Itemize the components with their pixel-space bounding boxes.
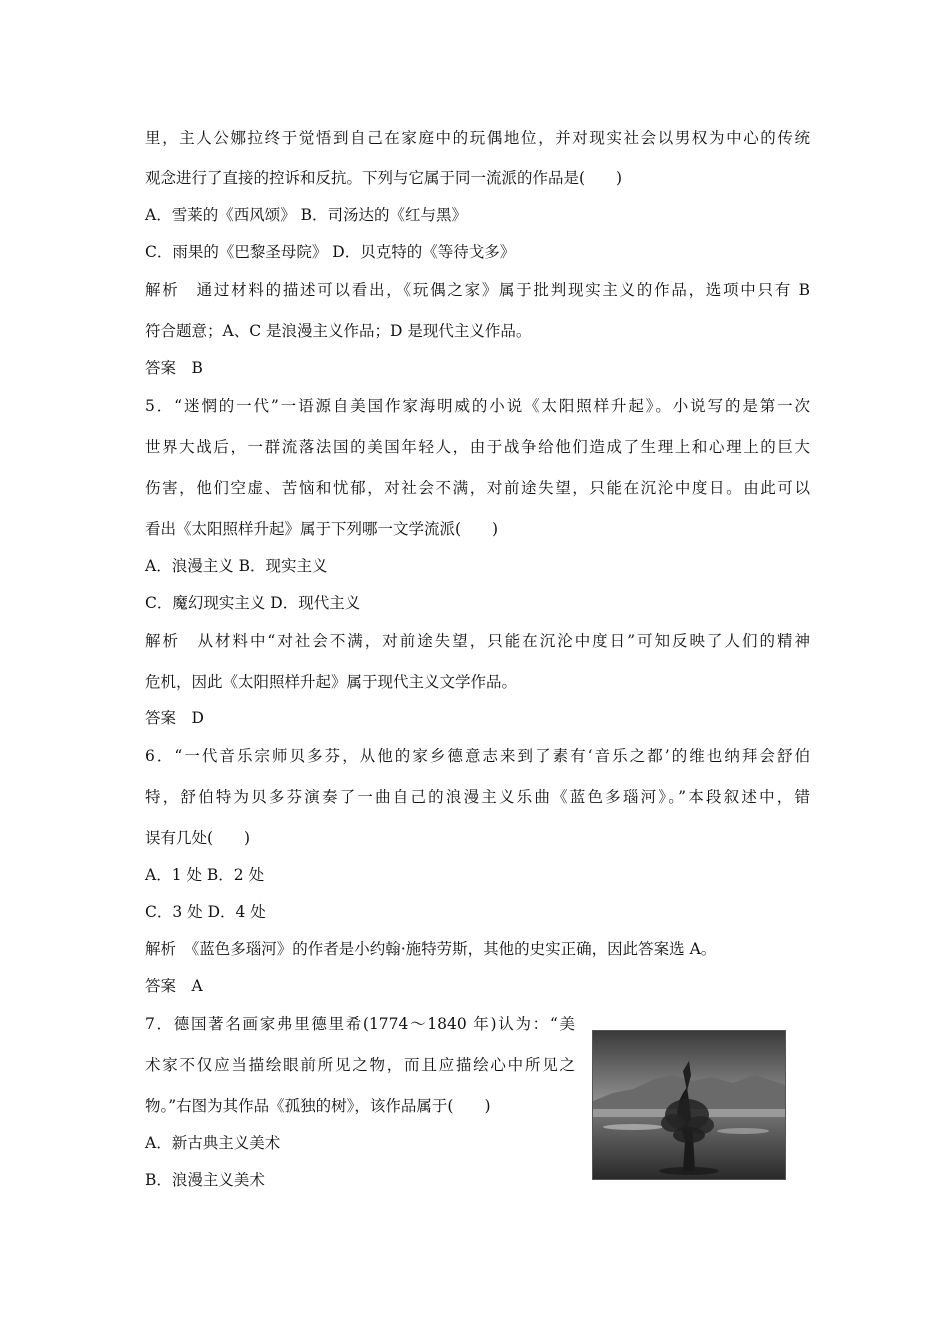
question-line: 伤害，他们空虚、苦恼和忧郁，对社会不满，对前途失望，只能在沉沦中度日。由此可以 xyxy=(145,479,810,497)
question-line: 世界大战后，一群流落法国的美国年轻人，由于战争给他们造成了生理上和心理上的巨大 xyxy=(145,438,810,456)
answer-line: 答案 D xyxy=(145,709,204,727)
analysis-line: 解析 从材料中“对社会不满，对前途失望，只能在沉沦中度日”可知反映了人们的精神 xyxy=(145,632,810,650)
text-line: 观念进行了直接的控诉和反抗。下列与它属于同一流派的作品是( ) xyxy=(145,169,623,187)
option-line: A．新古典主义美术 xyxy=(145,1134,281,1152)
answer-line: 答案 A xyxy=(145,977,203,995)
question-line: 术家不仅应当描绘眼前所见之物，而且应描绘心中所见之 xyxy=(145,1056,575,1074)
question-line: 特，舒伯特为贝多芬演奏了一曲自己的浪漫主义乐曲《蓝色多瑙河》。”本段叙述中，错 xyxy=(145,788,810,806)
option-line: C．3 处 D．4 处 xyxy=(145,903,266,921)
option-line: C．魔幻现实主义 D．现代主义 xyxy=(145,594,361,612)
text-line: 里，主人公娜拉终于觉悟到自己在家庭中的玩偶地位，并对现实社会以男权为中心的传统 xyxy=(145,129,810,147)
answer-line: 答案 B xyxy=(145,359,203,377)
analysis-line: 危机，因此《太阳照样升起》属于现代主义文学作品。 xyxy=(145,673,518,691)
analysis-line: 解析 通过材料的描述可以看出，《玩偶之家》属于批判现实主义的作品，选项中只有 B xyxy=(145,281,810,299)
option-line: A．1 处 B．2 处 xyxy=(145,866,265,884)
question-line: 7．德国著名画家弗里德里希(1774～1840 年)认为：“美 xyxy=(145,1015,575,1033)
analysis-line: 符合题意；A、C 是浪漫主义作品；D 是现代主义作品。 xyxy=(145,322,532,340)
option-line: B．浪漫主义美术 xyxy=(145,1171,265,1189)
question-line: 误有几处( ) xyxy=(145,829,251,847)
option-line: A．浪漫主义 B．现实主义 xyxy=(145,557,328,575)
option-line: C．雨果的《巴黎圣母院》 D．贝克特的《等待戈多》 xyxy=(145,243,516,261)
question-line: 看出《太阳照样升起》属于下列哪一文学流派( ) xyxy=(145,520,499,538)
painting-lonely-tree-image xyxy=(592,1030,786,1180)
analysis-line: 解析 《蓝色多瑙河》的作者是小约翰·施特劳斯，其他的史实正确，因此答案选 A。 xyxy=(145,940,717,958)
question-line: 物。”右图为其作品《孤独的树》，该作品属于( ) xyxy=(145,1097,491,1115)
question-line: 5．“迷惘的一代”一语源自美国作家海明威的小说《太阳照样升起》。小说写的是第一次 xyxy=(145,397,810,415)
option-line: A．雪莱的《西风颂》 B．司汤达的《红与黑》 xyxy=(145,206,468,224)
question-line: 6．“一代音乐宗师贝多芬，从他的家乡德意志来到了素有‘音乐之都’的维也纳拜会舒伯 xyxy=(145,747,810,765)
